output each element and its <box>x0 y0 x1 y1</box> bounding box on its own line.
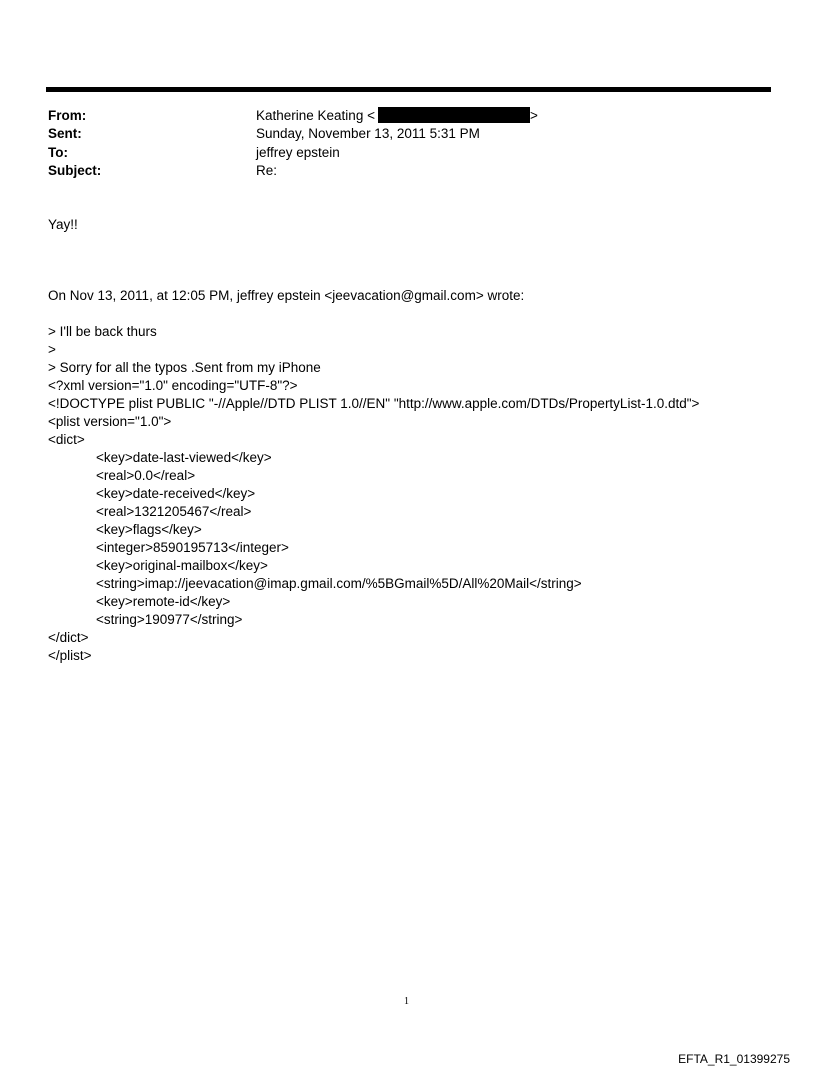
reply-text: Yay!! <box>48 217 78 232</box>
dict-entry: <real>0.0</real> <box>96 468 196 483</box>
page-number: 1 <box>404 996 409 1007</box>
from-label: From: <box>48 108 87 123</box>
to-label: To: <box>48 145 68 160</box>
sent-label: Sent: <box>48 126 82 141</box>
doctype-line: <!DOCTYPE plist PUBLIC "-//Apple//DTD PLIST 1.0//EN" "http://www.apple.com/DTDs/PropertyList-1.0.dtd"> <box>48 396 700 411</box>
from-value <box>256 107 538 125</box>
xml-declaration: <?xml version="1.0" encoding="UTF-8"?> <box>48 378 298 393</box>
quote-intro: On Nov 13, 2011, at 12:05 PM, jeffrey epstein <jeevacation@gmail.com> wrote: <box>48 288 525 303</box>
quoted-line: > <box>48 342 56 357</box>
to-value: jeffrey epstein <box>256 145 340 160</box>
sent-value: Sunday, November 13, 2011 5:31 PM <box>256 126 480 141</box>
dict-entry: <string>190977</string> <box>96 612 243 627</box>
document-id: EFTA_R1_01399275 <box>678 1052 790 1066</box>
dict-entry: <key>original-mailbox</key> <box>96 558 268 573</box>
quoted-line: > Sorry for all the typos .Sent from my iPhone <box>48 360 321 375</box>
dict-entry: <string>imap://jeevacation@imap.gmail.com/%5BGmail%5D/All%20Mail</string> <box>96 576 582 591</box>
quoted-line: > I'll be back thurs <box>48 324 157 339</box>
subject-label: Subject: <box>48 163 102 178</box>
dict-entry: <real>1321205467</real> <box>96 504 252 519</box>
from-name: Katherine Keating < <box>256 108 375 123</box>
dict-entry: <integer>8590195713</integer> <box>96 540 289 555</box>
dict-close: </dict> <box>48 630 89 645</box>
dict-entry: <key>flags</key> <box>96 522 202 537</box>
subject-value: Re: <box>256 163 278 178</box>
plist-close: </plist> <box>48 648 92 663</box>
dict-entry: <key>date-received</key> <box>96 486 256 501</box>
redaction-block <box>378 107 530 123</box>
from-trailing: > <box>529 108 538 123</box>
dict-open: <dict> <box>48 432 85 447</box>
plist-open: <plist version="1.0"> <box>48 414 172 429</box>
header-divider <box>46 87 771 92</box>
dict-entry: <key>date-last-viewed</key> <box>96 450 272 465</box>
dict-entry: <key>remote-id</key> <box>96 594 231 609</box>
